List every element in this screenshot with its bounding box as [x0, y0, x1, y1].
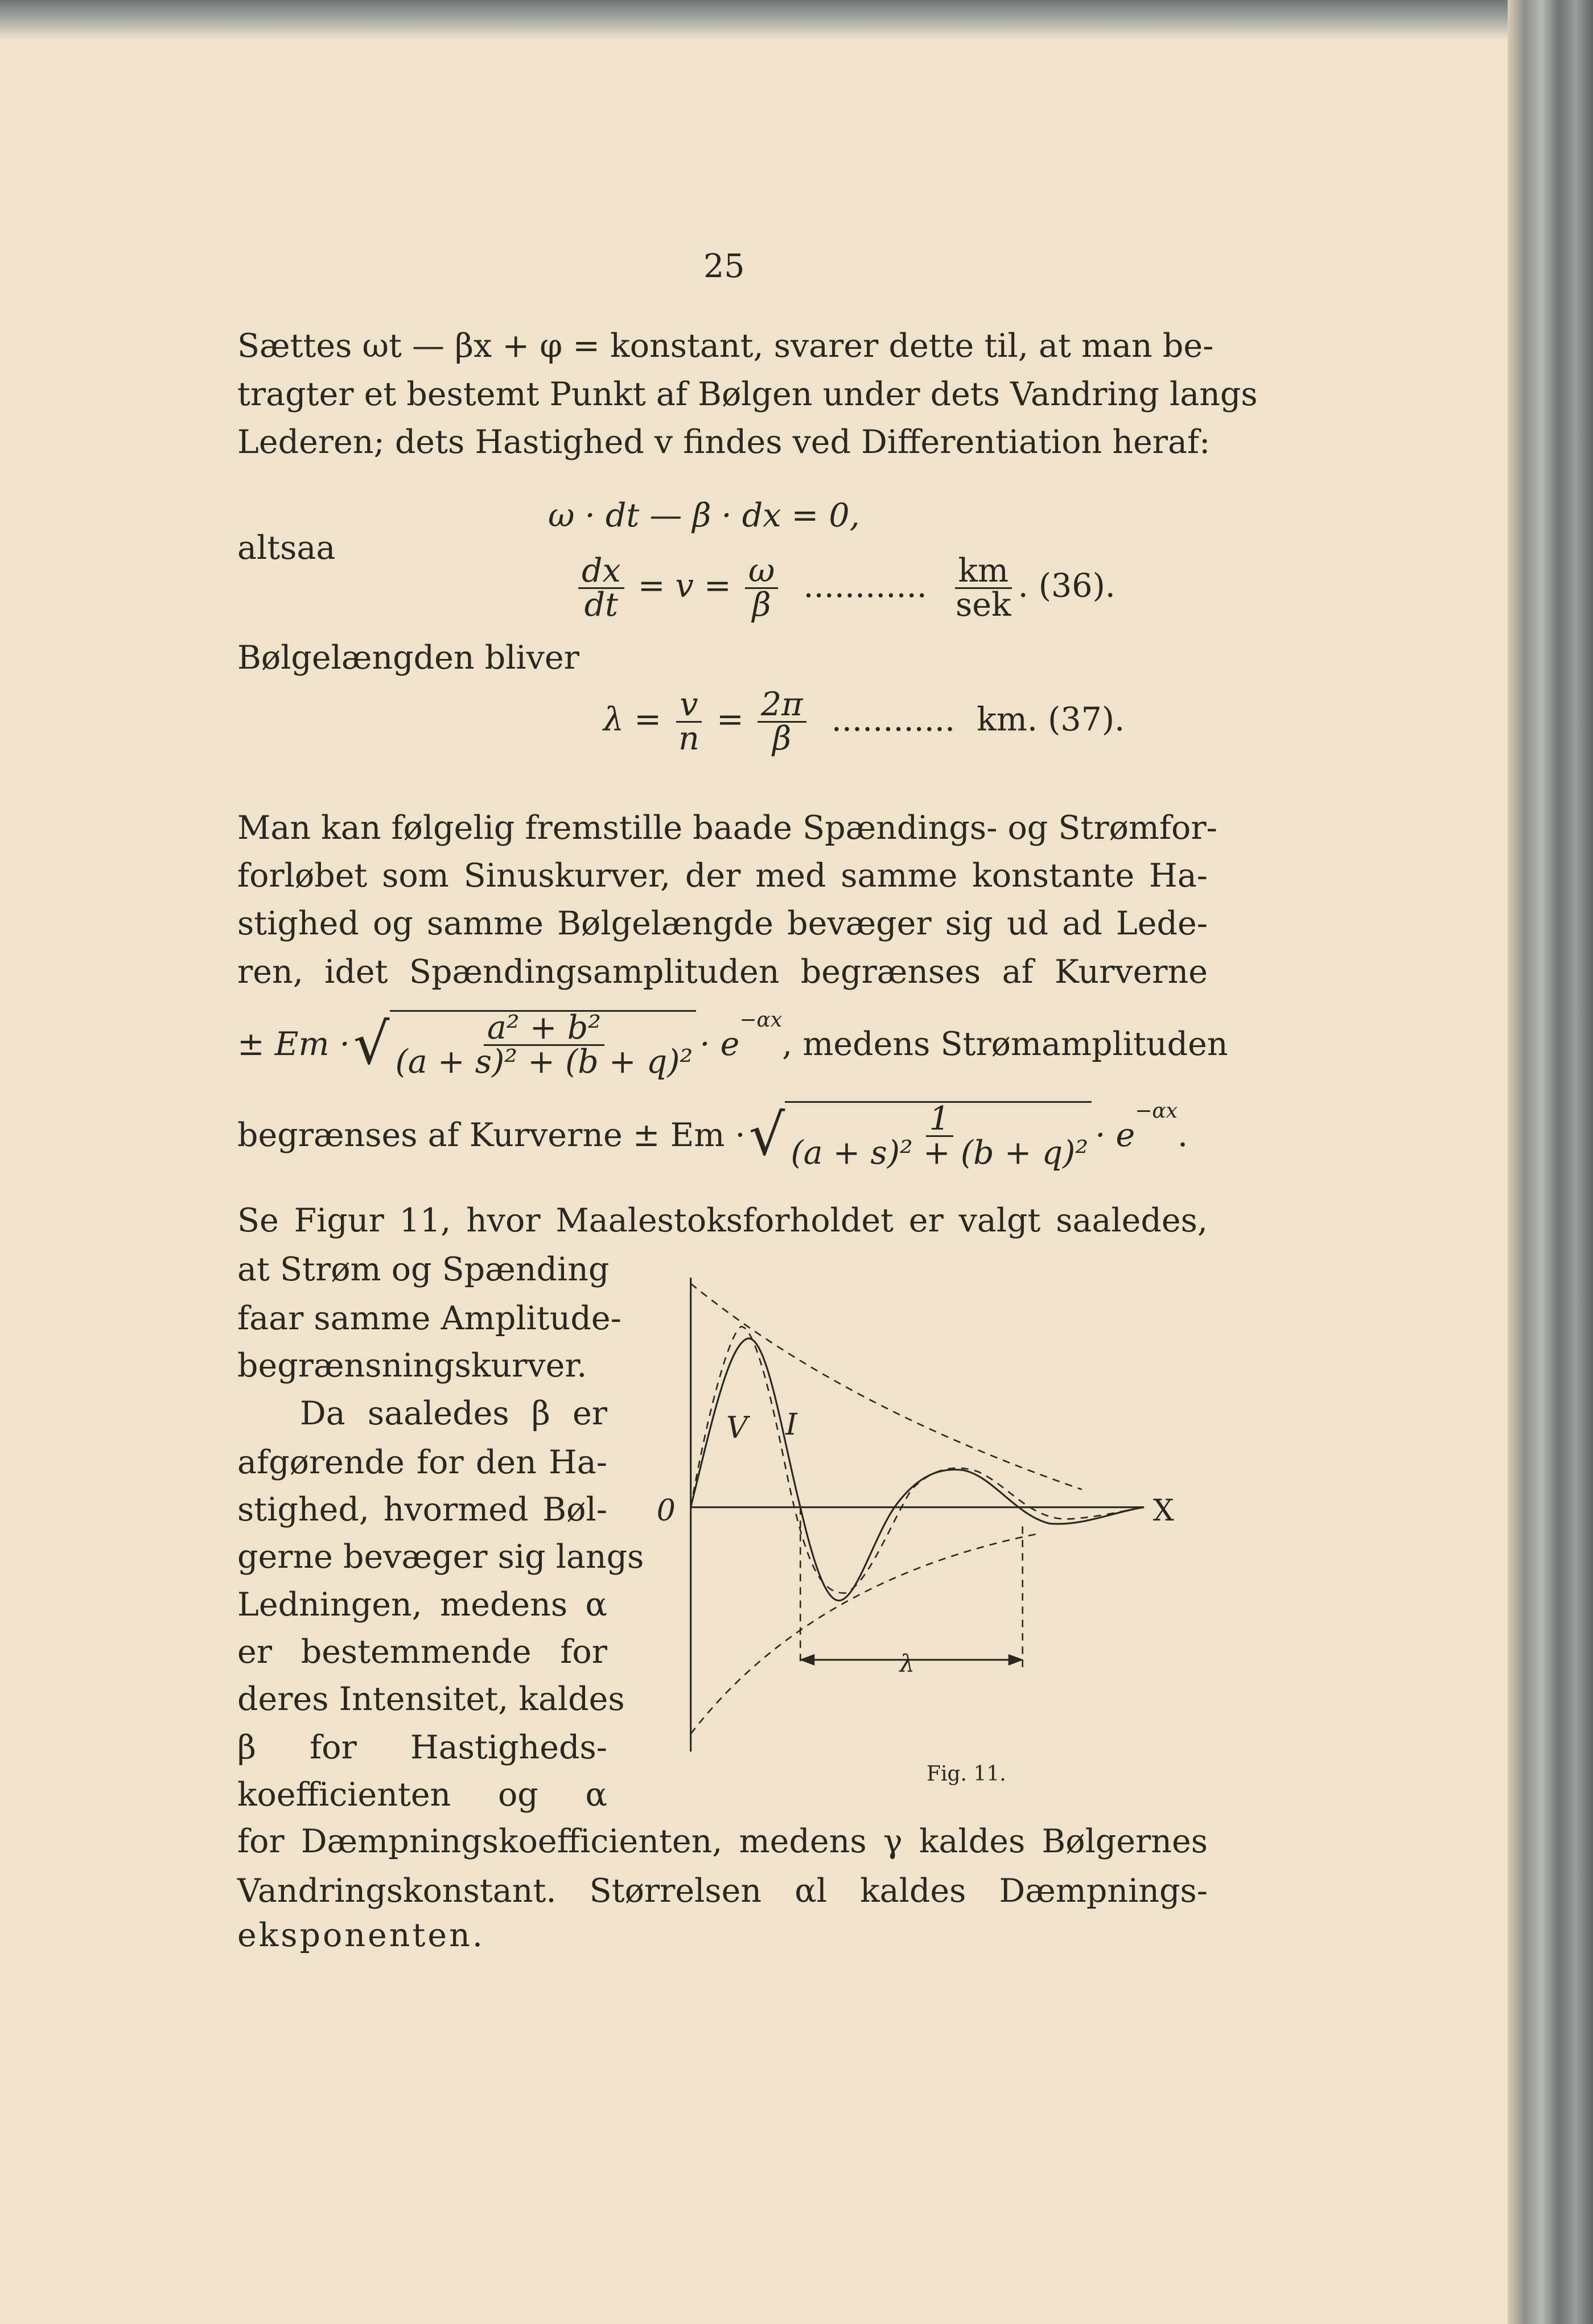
text-line: tragter et bestemt Punkt af Bølgen under dets Vandring langs — [237, 376, 1258, 413]
equation-current-envelope: begrænses af Kurverne ± Em · √ $\frac{1}{\text{(a + s)² + (b + q)²}}$ · e $^{-\alpha x}$ . — [237, 1099, 1188, 1172]
exponent: −αx — [1135, 1099, 1178, 1123]
numerator: dx — [578, 555, 624, 589]
text-altsaa: altsaa — [237, 529, 336, 567]
eq-lhs: λ = — [603, 701, 662, 739]
equation-36 — [575, 552, 1115, 624]
numerator: ω — [745, 555, 778, 589]
text-line: deres Intensitet, kaldes — [237, 1680, 625, 1718]
exponent: −αx — [739, 1008, 783, 1032]
equation-37 — [603, 686, 1125, 757]
text-line: gerne bevæger sig langs — [237, 1538, 644, 1576]
numerator: a² + b² — [484, 1012, 604, 1046]
page-edge-top — [0, 0, 1593, 40]
eq-tail: , medens Strømamplituden — [782, 1025, 1228, 1063]
label-x: X — [1152, 1494, 1174, 1528]
leader-dots: ............ — [831, 701, 956, 739]
text-line: eksponenten. — [237, 1917, 485, 1954]
curve-V — [691, 1338, 1144, 1601]
label-origin: 0 — [656, 1494, 676, 1528]
denominator: n — [678, 720, 699, 757]
text-line: er bestemmende for — [237, 1633, 607, 1671]
denominator: β — [752, 586, 771, 624]
text-line: Se Figur 11, hvor Maalestoksforholdet er valgt saaledes, — [237, 1202, 1208, 1239]
eq-pre: ± Em · — [237, 1025, 350, 1063]
figure-caption: Fig. 11. — [927, 1762, 1006, 1786]
text-line: Ledningen, medens α — [237, 1586, 607, 1623]
text-line: ren, idet Spændingsamplituden begrænses af Kurverne — [237, 953, 1208, 991]
text-line: stighed og samme Bølgelængde bevæger sig ud ad Lede- — [237, 905, 1208, 942]
text-line: koefficienten og α — [237, 1776, 607, 1814]
text-line: Da saaledes β er — [300, 1395, 607, 1432]
eq-post: · e — [1095, 1116, 1135, 1154]
unit-num: km — [955, 555, 1012, 589]
envelope-lower — [691, 1534, 1038, 1734]
label-v: V — [726, 1411, 748, 1445]
page-number: 25 — [703, 248, 745, 285]
figure-11 — [652, 1275, 1186, 1756]
denominator: β — [772, 720, 792, 757]
eq-mid: = v = — [637, 567, 731, 605]
text-line: begrænsningskurver. — [237, 1347, 587, 1384]
text-line: Sættes ωt — βx + φ = konstant, svarer dette til, at man be- — [237, 327, 1214, 365]
text-line: for Dæmpningskoefficienten, medens γ kaldes Bølgernes — [237, 1823, 1208, 1860]
equation-label: km. (37). — [977, 701, 1125, 739]
envelope-upper — [691, 1284, 1082, 1490]
book-edge — [1508, 0, 1593, 2324]
equation-voltage-envelope: ± Em · √ $\frac{\text{a² + b²}}{\text{(a + s)² + (b + q)²}}$ · e $^{-\alpha x}$ , medens Strømamplituden — [237, 1008, 1228, 1081]
text-line: β for Hastigheds- — [237, 1729, 607, 1766]
eq-pre: begrænses af Kurverne ± Em · — [237, 1116, 746, 1154]
equation: ω · dt — β · dx = 0, — [548, 497, 860, 534]
text-line: faar samme Amplitude- — [237, 1300, 621, 1337]
label-i: I — [785, 1408, 797, 1443]
label-lambda: λ — [899, 1649, 915, 1678]
text-line: Bølgelængden bliver — [237, 639, 579, 677]
eq-tail: . — [1177, 1116, 1188, 1154]
text-line: Vandringskonstant. Størrelsen αl kaldes Dæmpnings- — [237, 1872, 1208, 1910]
leader-dots: ............ — [803, 567, 927, 605]
unit-den: sek — [956, 586, 1011, 624]
text-line: stighed, hvormed Bøl- — [237, 1491, 607, 1528]
text-line: afgørende for den Ha- — [237, 1444, 607, 1481]
eq-mid: = — [716, 701, 744, 739]
curve-I — [691, 1326, 1144, 1593]
numerator: v — [676, 689, 701, 723]
text-line: forløbet som Sinuskurver, der med samme konstante Ha- — [237, 857, 1208, 895]
numerator: 1 — [926, 1103, 953, 1137]
numerator: 2π — [758, 689, 806, 723]
text-line: at Strøm og Spænding — [237, 1251, 610, 1288]
text-line: Man kan følgelig fremstille baade Spændings- og Strømfor- — [237, 809, 1217, 847]
text-line: Lederen; dets Hastighed v findes ved Differentiation heraf: — [237, 423, 1211, 461]
denominator: (a + s)² + (b + q)² — [395, 1043, 693, 1081]
denominator: (a + s)² + (b + q)² — [791, 1134, 1089, 1172]
eq-post: · e — [699, 1025, 740, 1063]
denominator: dt — [584, 586, 619, 624]
equation-label: . (36). — [1018, 567, 1115, 605]
